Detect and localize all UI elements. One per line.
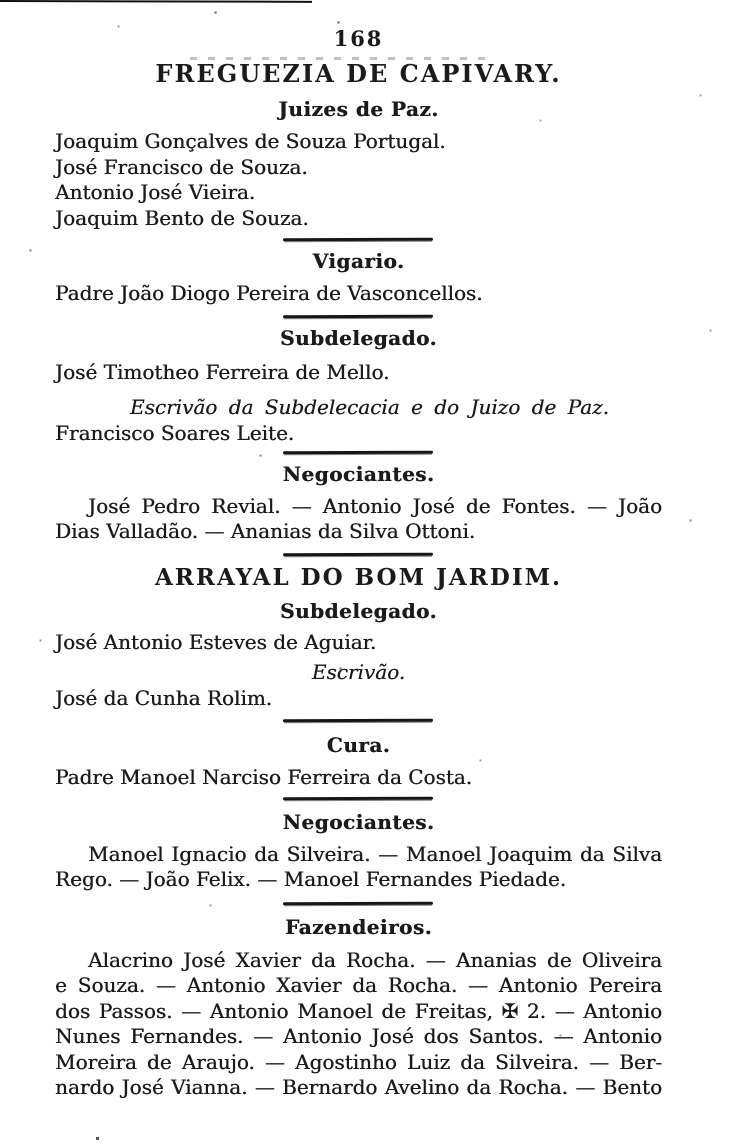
village-title-bom-jardim: ARRAYAL DO BOM JARDIM. [154, 564, 563, 591]
paragraph-line-text: 2. — Antonio [518, 998, 662, 1023]
fazendeiros-paragraph [55, 948, 662, 1100]
person-name: Francisco Soares Leite. [55, 421, 295, 445]
section-heading-fazendeiros: Fazendeiros. [284, 915, 433, 939]
person-name: José Francisco de Souza. [55, 154, 308, 179]
section-heading-juizes-de-paz: Juizes de Paz. [278, 97, 439, 121]
negociantes-capivary-paragraph [55, 494, 662, 545]
section-divider [283, 553, 433, 557]
paragraph-line: Dias Valladão. — Ananias da Silva Ottoni. [55, 519, 476, 544]
section-divider [283, 797, 433, 801]
juizes-name-list [55, 129, 662, 231]
person-name: José Timotheo Ferreira de Mello. [55, 360, 390, 384]
section-heading-negociantes-capivary: Negociantes. [282, 462, 435, 486]
subheading-escrivao-bom-jardim: Escrivão. [311, 660, 406, 684]
section-heading-vigario: Vigario. [312, 249, 405, 273]
paragraph-line-text: dos Passos. — Antonio Manoel de Freitas, [55, 998, 502, 1023]
section-divider [283, 451, 433, 455]
paragraph-line: Nunes Fernandes. — Antonio José dos Santos. — Antonio [55, 1024, 662, 1049]
paragraph-line: Alacrino José Xavier da Rocha. — Ananias de Oliveira [88, 948, 662, 972]
paragraph-line: Rego. — João Felix. — Manoel Fernandes Piedade. [55, 867, 567, 892]
paragraph-line: e Souza. — Antonio Xavier da Rocha. — Antonio Pereira [55, 973, 662, 998]
paragraph-line: José Pedro Revial. — Antonio José de Fontes. — João [88, 494, 662, 518]
person-name: Padre João Diogo Pereira de Vasconcellos. [55, 281, 483, 305]
person-name: José da Cunha Rolim. [55, 686, 273, 710]
maltese-cross-icon: ✠ [501, 998, 519, 1023]
section-heading-cura: Cura. [326, 733, 391, 757]
section-heading-subdelegado-capivary: Subdelegado. [280, 326, 437, 350]
paragraph-line: nardo José Vianna. — Bernardo Avelino da Rocha. — Bento [55, 1075, 662, 1100]
negociantes-bom-jardim-paragraph [55, 842, 662, 893]
parish-title-capivary: FREGUEZIA DE CAPIVARY. [155, 59, 562, 88]
section-heading-subdelegado-bom-jardim: Subdelegado. [280, 599, 437, 623]
section-divider [283, 719, 433, 723]
paragraph-line [55, 999, 662, 1024]
paragraph-line: Moreira de Araujo. — Agostinho Luiz da Silveira. — Ber- [55, 1049, 662, 1074]
person-name: Antonio José Vieira. [55, 180, 256, 204]
person-name: Padre Manoel Narciso Ferreira da Costa. [55, 765, 473, 789]
section-divider [283, 902, 433, 906]
section-heading-negociantes-bom-jardim: Negociantes. [282, 810, 435, 834]
scan-edge-artifact [0, 0, 312, 3]
section-divider [283, 315, 433, 319]
scan-speckles [0, 0, 1, 1]
person-name: Joaquim Bento de Souza. [55, 205, 309, 230]
page-number: 168 [333, 26, 384, 51]
section-divider [283, 238, 433, 242]
person-name: Joaquim Gonçalves de Souza Portugal. [55, 129, 446, 153]
person-name: José Antonio Esteves de Aguiar. [55, 630, 377, 654]
subheading-escrivao-capivary: Escrivão da Subdelecacia e do Juizo de Paz. [130, 395, 609, 419]
paragraph-line: Manoel Ignacio da Silveira. — Manoel Joaquim da Silva [88, 842, 662, 866]
